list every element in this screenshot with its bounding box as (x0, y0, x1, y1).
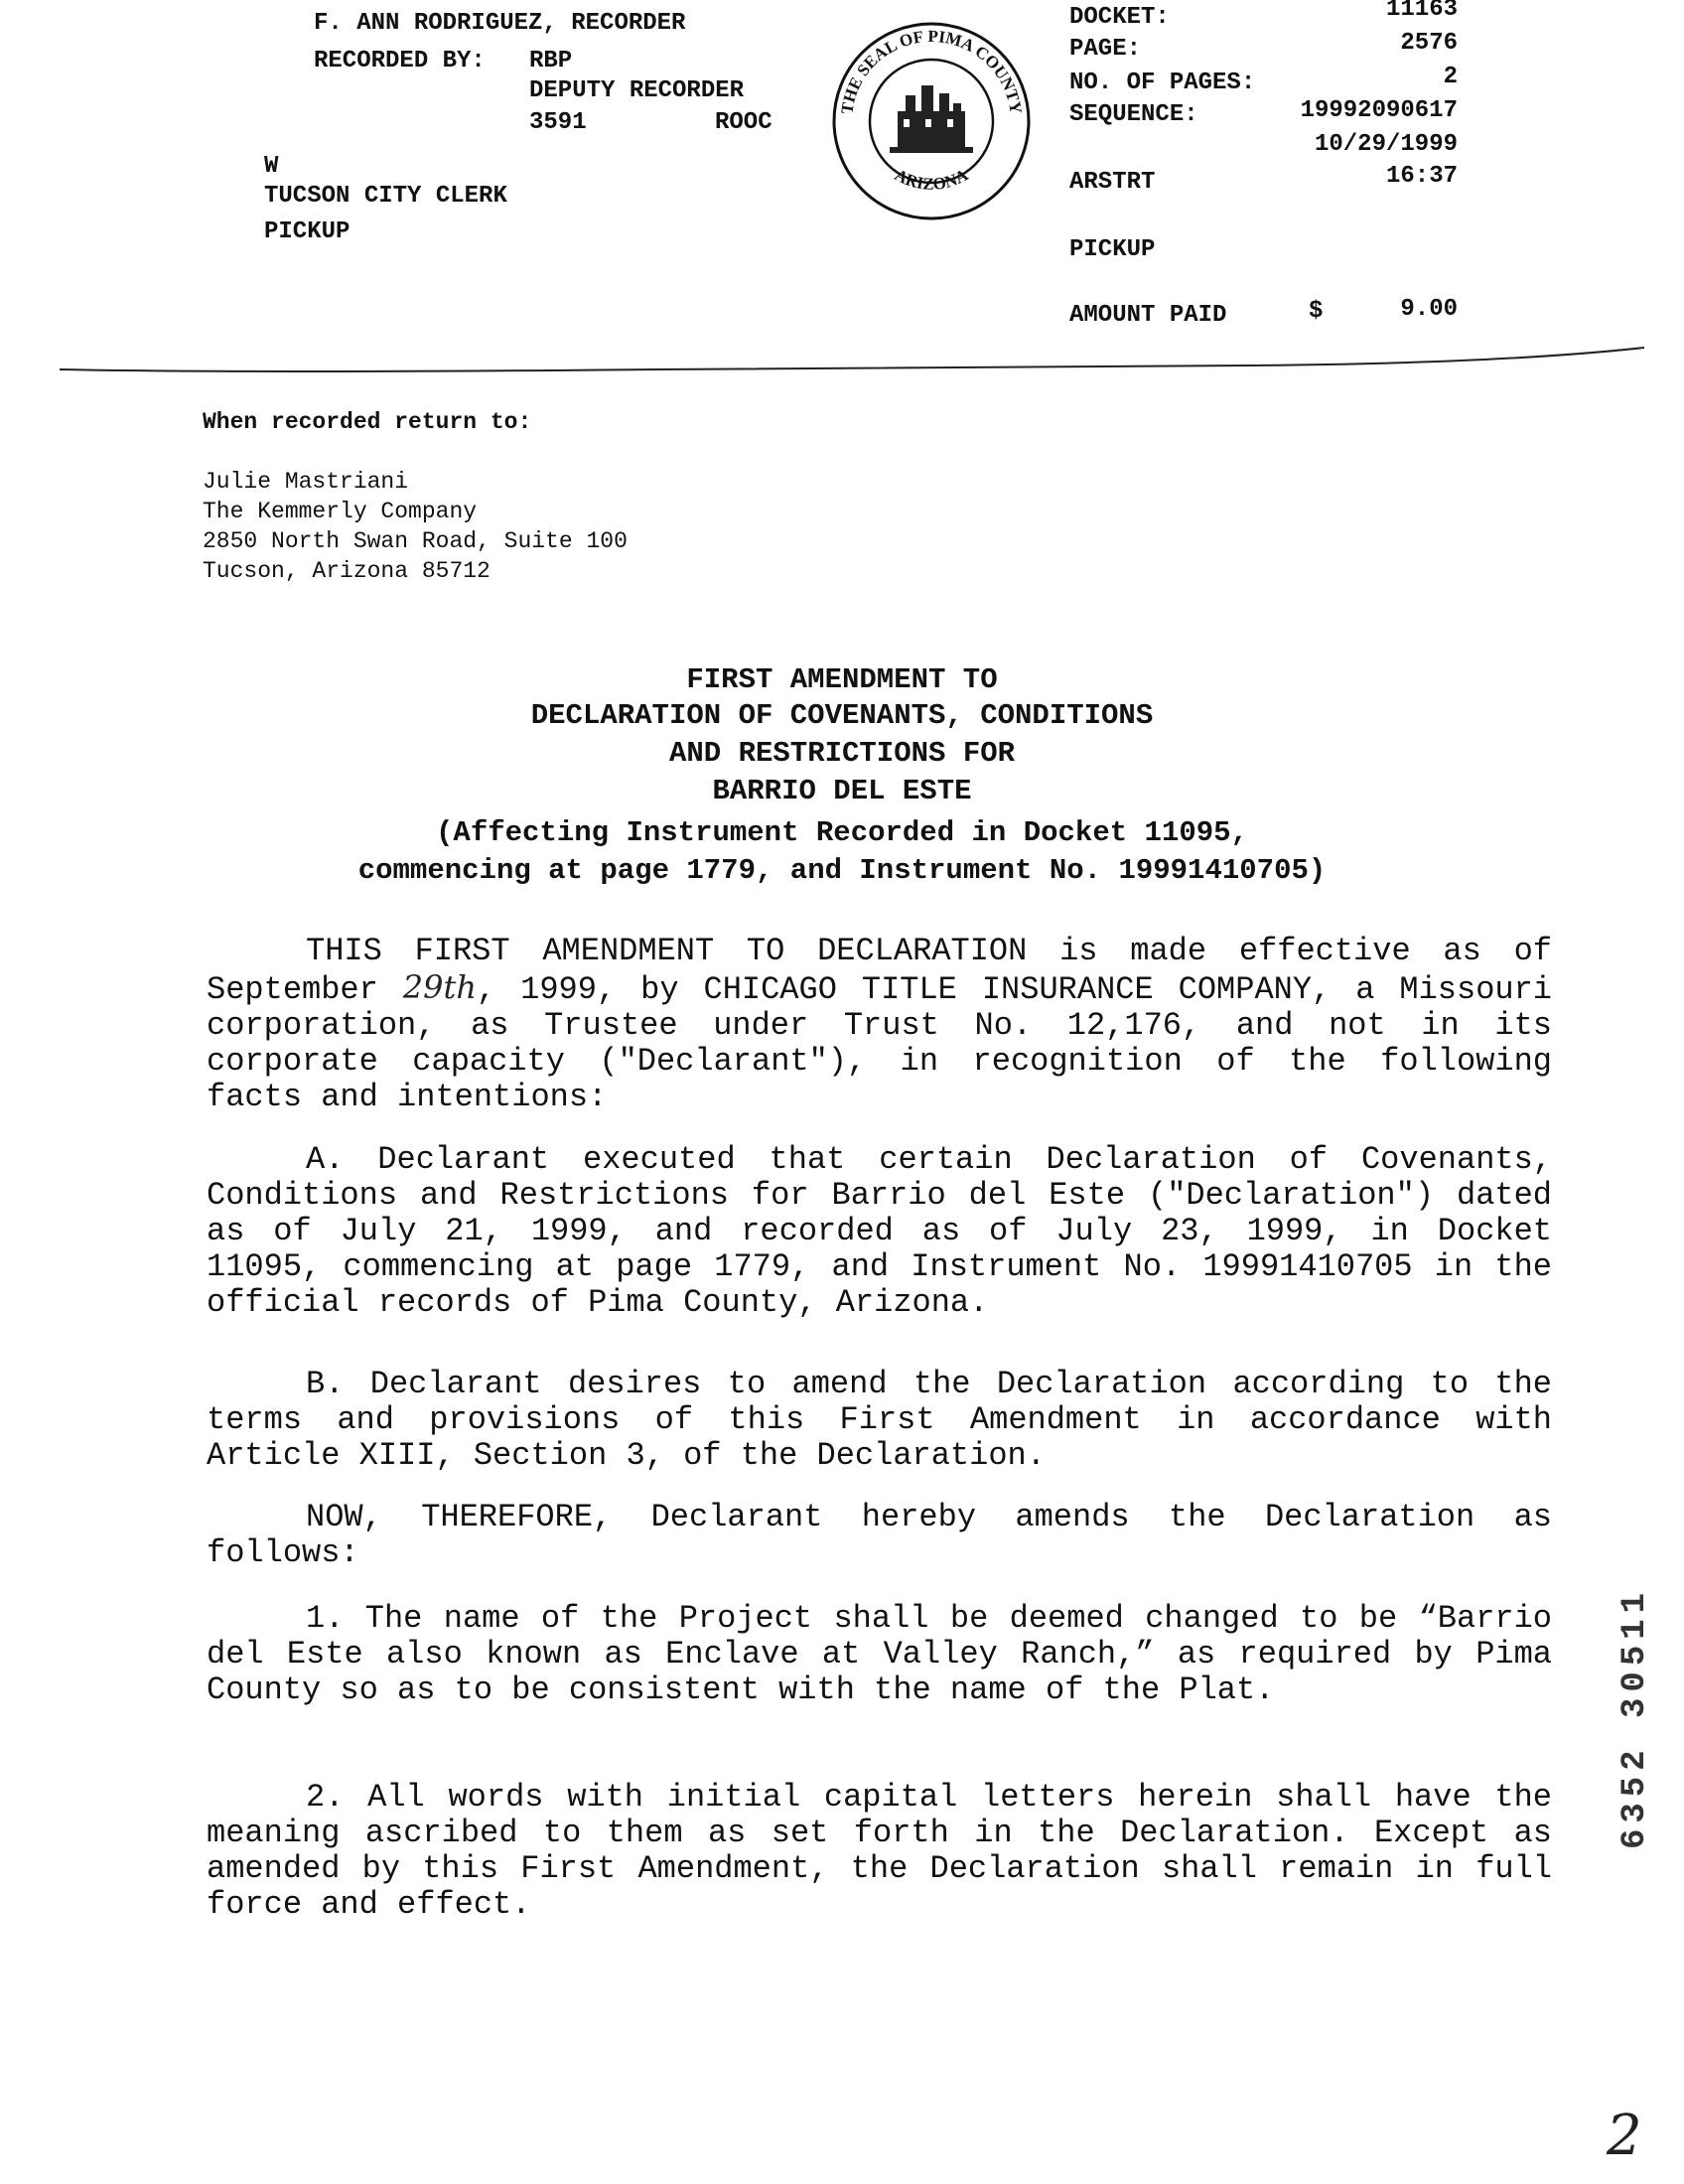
side-docket-stamp: 6352 30511 (1616, 1586, 1654, 1850)
title-line-5: (Affecting Instrument Recorded in Docket 11095, (436, 816, 1248, 849)
page-value: 2576 (1400, 30, 1458, 57)
return-city: Tucson, Arizona 85712 (203, 558, 491, 584)
clerk-name: TUCSON CITY CLERK (264, 183, 507, 210)
docket-value: 11163 (1385, 0, 1458, 23)
deputy-recorder-label: DEPUTY RECORDER (529, 77, 745, 104)
title-line-3: AND RESTRICTIONS FOR (668, 737, 1016, 770)
docket-label: DOCKET: (1069, 4, 1170, 31)
return-name: Julie Mastriani (203, 469, 409, 495)
intro-text-after: , 1999, by CHICAGO TITLE INSURANCE COMPANY, a Missouri corporation, as Trustee under Trust No. 12,176, and not in its corporate capacity ("Declarant"), in recognition of the following facts and intentions: (207, 971, 1553, 1115)
recorder-name: F. ANN RODRIGUEZ, RECORDER (314, 10, 686, 37)
page-label: PAGE: (1069, 36, 1142, 63)
recorded-by-label: RECORDED BY: (314, 48, 486, 74)
pages-value: 2 (1443, 64, 1458, 90)
intro-text-before: THIS FIRST AMENDMENT TO DECLARATION is made effective as of September (207, 933, 1552, 1008)
handwritten-day: 29th (402, 968, 477, 1006)
sequence-label: SEQUENCE: (1069, 101, 1198, 128)
return-company: The Kemmerly Company (203, 499, 478, 524)
header-divider (60, 344, 1648, 373)
title-line-2: DECLARATION OF COVENANTS, CONDITIONS (530, 699, 1154, 732)
deputy-code: ROOC (715, 109, 772, 136)
intro-paragraph (207, 934, 1552, 1115)
return-street: 2850 North Swan Road, Suite 100 (203, 528, 628, 554)
return-to-label: When recorded return to: (203, 409, 532, 435)
paragraph-b: B. Declarant desires to amend the Declaration according to the terms and provisions of this First Amendment in accordance with Article XIII, Section 3, of the Declaration. (207, 1366, 1552, 1474)
deputy-number: 3591 (529, 109, 587, 136)
recorded-by-value: RBP (529, 48, 573, 74)
title-line-4: BARRIO DEL ESTE (712, 775, 972, 807)
item-2-paragraph: 2. All words with initial capital letters herein shall have the meaning ascribed to them as set forth in the Declaration. Except as amended by this First Amendment, the Declaration shall remain in full force and effect. (207, 1779, 1552, 1923)
amount-paid-value: 9.00 (1400, 296, 1458, 323)
recording-time: 16:37 (1385, 163, 1458, 190)
recording-pickup: PICKUP (1069, 236, 1156, 263)
amount-paid-label: AMOUNT PAID (1069, 302, 1227, 329)
amount-currency: $ (1309, 298, 1324, 325)
item-1-paragraph: 1. The name of the Project shall be deemed changed to be “Barrio del Este also known as Enclave at Valley Ranch,” as required by Pima County so as to be consistent with the name of the Plat. (207, 1600, 1552, 1708)
seal-top-text: THE SEAL OF PIMA COUNTY (837, 26, 1026, 115)
recording-date: 10/29/1999 (1314, 131, 1458, 158)
page-number-mark: 2 (1607, 2104, 1642, 2168)
title-line-1: FIRST AMENDMENT TO (686, 663, 998, 696)
seal-emblem-icon (890, 85, 973, 153)
pima-county-seal (830, 20, 1033, 222)
now-therefore-paragraph: NOW, THEREFORE, Declarant hereby amends the Declaration as follows: (207, 1499, 1552, 1571)
paragraph-a: A. Declarant executed that certain Declaration of Covenants, Conditions and Restrictions for Barrio del Este ("Declaration") dated as of July 21, 1999, and recorded as of July 23, 1999, in Docket 11095, commencing at page 1779, and Instrument No. 19991410705 in the official records of Pima County, Arizona. (207, 1141, 1552, 1321)
seal-bottom-text: ARIZONA (891, 165, 972, 194)
arstrt-label: ARSTRT (1069, 169, 1156, 196)
title-line-6: commencing at page 1779, and Instrument No. 19991410705) (357, 854, 1327, 887)
pages-label: NO. OF PAGES: (1069, 70, 1256, 96)
sequence-value: 19992090617 (1300, 97, 1458, 124)
w-mark: W (264, 153, 279, 180)
clerk-pickup: PICKUP (264, 218, 351, 245)
